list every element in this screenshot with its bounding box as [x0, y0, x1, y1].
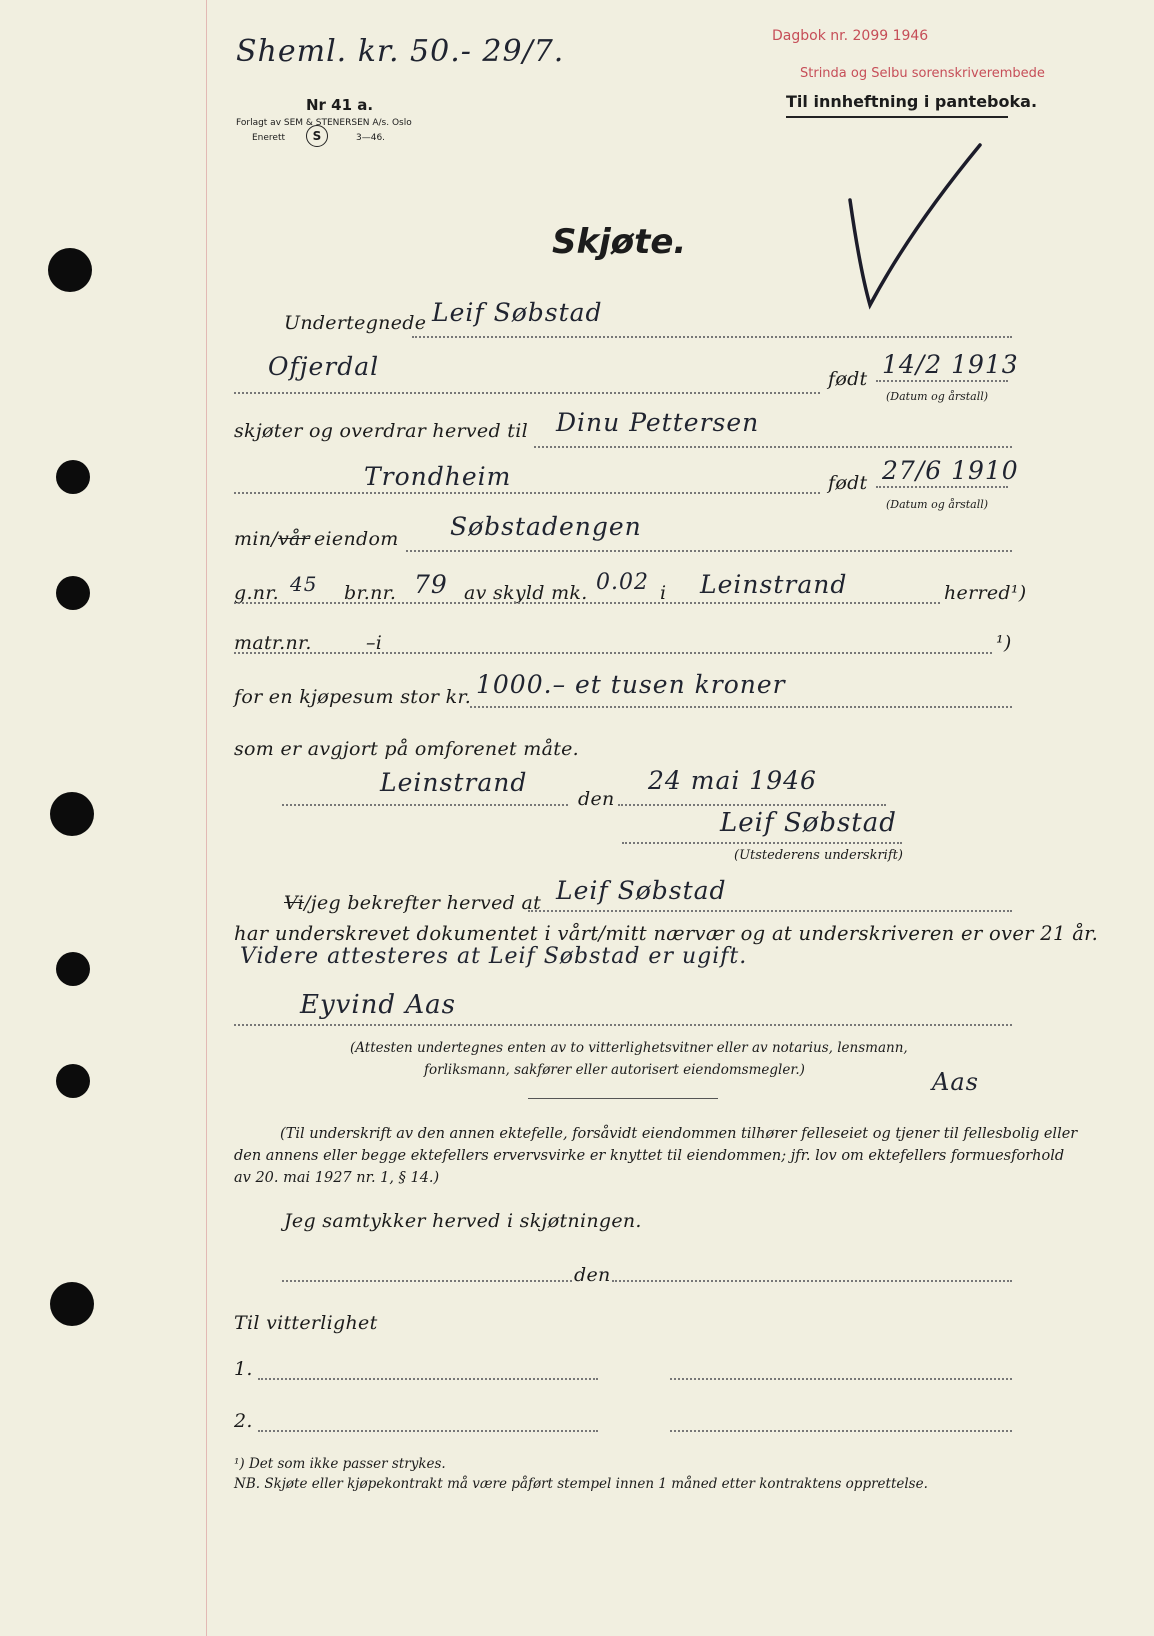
fodt2-label: født — [828, 472, 868, 494]
place1-value: Ofjerdal — [268, 352, 380, 381]
i-label: i — [660, 582, 667, 604]
dotted-line — [412, 336, 1012, 338]
diary-stamp-line2: Strinda og Selbu sorenskriverembede — [800, 66, 1045, 81]
witness-item1: 1. — [234, 1358, 253, 1380]
spouse-note-line2: den annens eller begge ektefellers ervervsvirke er knyttet til eiendommen; jfr. lov om ektefellers formuesforhold — [234, 1148, 1065, 1164]
spouse-note-line1: (Til underskrift av den annen ektefelle, forsåvidt eiendommen tilhører felleseiet og tjener til fellesbolig eller — [280, 1126, 1078, 1142]
datum-note-2: (Datum og årstall) — [886, 498, 989, 511]
punch-hole — [56, 460, 90, 494]
datum-note-1: (Datum og årstall) — [886, 390, 989, 403]
skyld-label: av skyld mk. — [464, 582, 588, 604]
den-label: den — [578, 788, 615, 810]
witness-section-title: Til vitterlighet — [234, 1312, 378, 1334]
dotted-line — [470, 706, 1012, 708]
dato-value: 24 mai 1946 — [648, 766, 817, 795]
top-right-title: Til innheftning i panteboka. — [786, 92, 1038, 111]
dotted-line — [234, 392, 820, 394]
min-prefix: min/ — [234, 528, 278, 550]
avgjort-text: som er avgjort på omforenet måte. — [234, 738, 580, 760]
dotted-line — [612, 1280, 1012, 1282]
form-number: Nr 41 a. — [306, 96, 374, 114]
spouse-note-line3: av 20. mai 1927 nr. 1, § 14.) — [234, 1170, 440, 1186]
seller-signature: Leif Søbstad — [720, 808, 897, 838]
footnote-line1: ¹) Det som ikke passer strykes. — [234, 1456, 446, 1472]
attest-line1-text: /jeg bekrefter herved at — [304, 892, 542, 914]
var-struck: vår — [277, 528, 310, 550]
dotted-line — [876, 486, 1008, 488]
attest-line2: har underskrevet dokumentet i vårt/mitt nærvær og at underskriveren er over 21 år. — [234, 922, 1099, 945]
dotted-line — [282, 1280, 572, 1282]
kjopesum-label: for en kjøpesum stor kr. — [234, 686, 472, 708]
attest-note-line2: forliksmann, sakfører eller autorisert eiendomsmegler.) — [424, 1062, 805, 1078]
dotted-line — [876, 380, 1008, 382]
checkmark-icon — [830, 140, 990, 310]
vi-struck: Vi — [284, 892, 305, 914]
attest-line3-value: Videre attesteres at Leif Søbstad er ugift. — [240, 944, 748, 969]
skyld-value: 0.02 — [596, 570, 649, 595]
dotted-line — [234, 1024, 1012, 1026]
dotted-line — [258, 1378, 598, 1380]
punch-hole — [56, 952, 90, 986]
sted-value: Leinstrand — [380, 768, 528, 797]
publisher-line2-left: Enerett — [252, 133, 286, 143]
footnote-line2: NB. Skjøte eller kjøpekontrakt må være påført stempel innen 1 måned etter kontraktens opprettelse. — [234, 1476, 928, 1492]
diary-stamp-line1: Dagbok nr. 2099 1946 — [772, 28, 929, 44]
dotted-line — [622, 842, 902, 844]
title-underline — [786, 116, 1008, 118]
min-var-label — [234, 528, 310, 550]
gnr-label: g.nr. — [234, 582, 279, 604]
eiendom-label: eiendom — [314, 528, 399, 550]
initials-signature: Aas — [932, 1068, 979, 1096]
fodt1-label: født — [828, 368, 868, 390]
consent-den-label: den — [574, 1264, 611, 1286]
margin-line — [206, 0, 207, 1636]
punch-hole — [48, 248, 92, 292]
utsteder-note: (Utstederens underskrift) — [734, 848, 903, 863]
gnr-value: 45 — [290, 572, 318, 596]
fodt1-value: 14/2 1913 — [882, 350, 1019, 379]
kjopesum-value: 1000.– et tusen kroner — [476, 670, 786, 699]
dotted-line — [234, 492, 820, 494]
undertegnede-label: Undertegnede — [284, 312, 427, 334]
skjoter-value: Dinu Pettersen — [556, 408, 760, 437]
dotted-line — [234, 652, 992, 654]
dotted-line — [670, 1430, 1012, 1432]
separator-line — [528, 1098, 718, 1099]
punch-hole — [56, 1064, 90, 1098]
fodt2-value: 27/6 1910 — [882, 456, 1019, 485]
publisher-logo-icon: S — [306, 125, 328, 147]
attest-line1-value: Leif Søbstad — [556, 876, 727, 905]
matr-label: matr.nr. — [234, 632, 312, 654]
eiendom-value: Søbstadengen — [450, 512, 642, 541]
dotted-line — [282, 804, 568, 806]
dotted-line — [234, 602, 940, 604]
publisher-line1: Forlagt av SEM & STENERSEN A/s. Oslo — [236, 118, 412, 128]
publisher-line2-right: 3—46. — [356, 133, 386, 143]
attest-line1 — [284, 892, 541, 914]
witness-signature: Eyvind Aas — [300, 990, 456, 1020]
witness-item2: 2. — [234, 1410, 253, 1432]
dotted-line — [528, 910, 1012, 912]
brnr-value: 79 — [414, 570, 448, 599]
place2-value: Trondheim — [364, 462, 512, 491]
attest-note-line1: (Attesten undertegnes enten av to vitterlighetsvitner eller av notarius, lensmann, — [350, 1040, 908, 1056]
document-title: Skjøte. — [552, 222, 687, 262]
punch-hole — [56, 576, 90, 610]
dotted-line — [670, 1378, 1012, 1380]
brnr-label: br.nr. — [344, 582, 397, 604]
punch-hole — [50, 792, 94, 836]
dotted-line — [618, 804, 886, 806]
dotted-line — [534, 446, 1012, 448]
punch-hole — [50, 1282, 94, 1326]
matr-end: ¹) — [996, 632, 1012, 654]
undertegnede-value: Leif Søbstad — [432, 298, 603, 327]
consent-text: Jeg samtykker herved i skjøtningen. — [284, 1210, 642, 1232]
herred-label: herred¹) — [944, 582, 1027, 604]
herred-value: Leinstrand — [700, 570, 848, 599]
skjoter-label: skjøter og overdrar herved til — [234, 420, 528, 442]
dotted-line — [406, 550, 1012, 552]
handwritten-reference: Sheml. kr. 50.- 29/7. — [236, 34, 565, 69]
matr-dash: –i — [366, 632, 383, 654]
dotted-line — [258, 1430, 598, 1432]
